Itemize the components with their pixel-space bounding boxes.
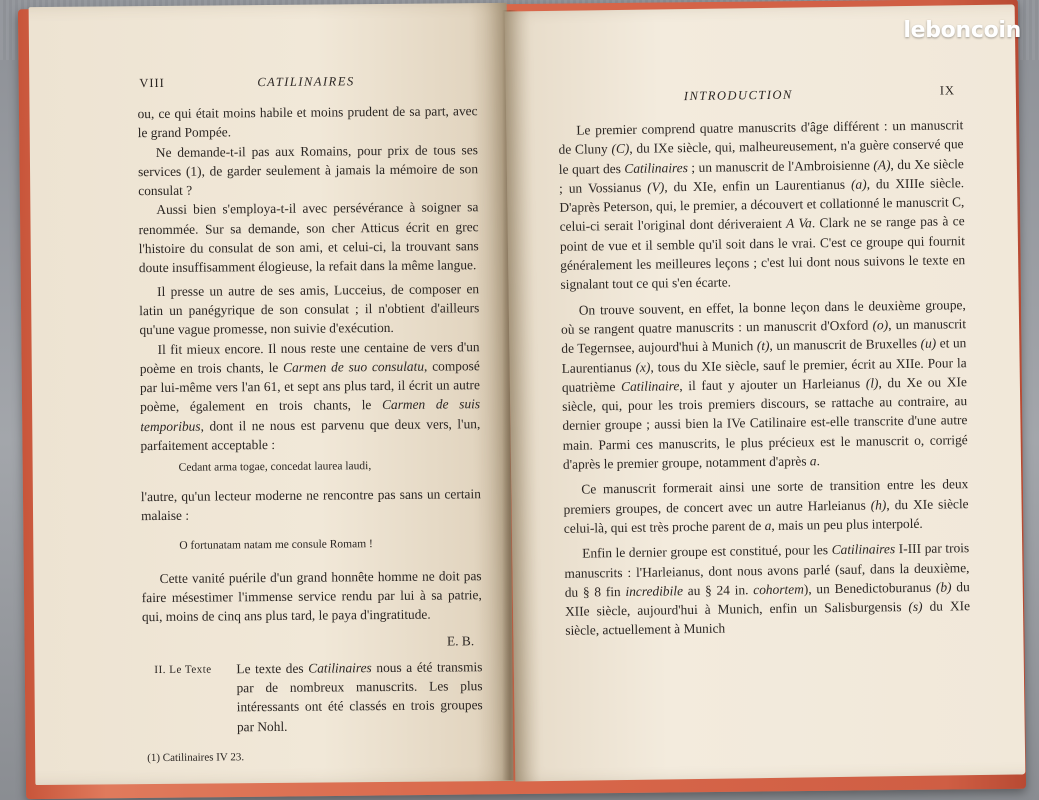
paragraph: Ne demande-t-il pas aux Romains, pour prix de tous ses services (1), de garder seulement à jamais la mémoire de son consulat ? (137, 141, 479, 199)
italic-run: A Va (786, 215, 812, 232)
right-page-number: IX (939, 83, 956, 98)
italic-run: (A) (873, 156, 891, 173)
italic-run: (s) (908, 598, 923, 615)
italic-run: (o) (872, 317, 889, 333)
italic-run: incredibile (625, 582, 684, 599)
italic-run: (b) (935, 579, 952, 595)
section-text (236, 657, 483, 736)
text-run: du XIe siècle, actuellement à Munich (565, 598, 971, 639)
italic-title: Carmen de suo consulatu (283, 358, 425, 375)
italic-run: a (764, 517, 772, 533)
text-run: , du XIe siècle celui-là, qui est très proche parent de (563, 495, 969, 536)
left-page-body (137, 101, 483, 768)
text-run: , du XIe, enfin un Laurentianus (664, 176, 852, 195)
right-page (505, 4, 1026, 781)
latin-quote: Cedant arma togae, concedat laurea laudi, (178, 460, 372, 475)
paragraph: Il presse un autre de ses amis, Lucceius, de composer en latin un panégyrique de son consulat ; il n'obtient d'ailleurs qu'une vague promesse, non suivie d'exécution. (139, 280, 480, 338)
italic-run: a (809, 453, 817, 469)
text-run: . (816, 453, 821, 469)
text-run: , tous du XIe siècle, sauf le premier, écrit au XIIe. Pour la quatrième (561, 354, 967, 395)
paragraph: Cette vanité puérile d'un grand honnête homme ne doit pas faire mésestimer l'immense service rendu par lui à sa patrie, qui, moins de cinq ans plus tard, le paya d'ingratitude. (141, 567, 482, 625)
left-page (29, 3, 514, 785)
text-run: du XIIe siècle, aujourd'hui à Munich, enfin un Salisburgensis (564, 578, 970, 619)
italic-run: (h) (870, 496, 887, 513)
paragraph: ou, ce qui était moins habile et moins prudent de sa part, avec le grand Pompée. (137, 103, 478, 141)
text-run: , un manuscrit de Bruxelles (769, 336, 921, 354)
text-run: , du IXe siècle, qui, malheureusement, n'a guère conservé que le quart des (558, 136, 964, 177)
italic-run: (u) (920, 335, 937, 352)
italic-run: (V) (647, 179, 665, 195)
right-page-body (558, 115, 970, 646)
text-run: , il faut y ajouter un Harleianus (679, 375, 866, 394)
paragraph (140, 337, 481, 456)
text-run: , du Xe siècle ; un Vossianus (559, 155, 964, 196)
section-label: II. Le Texte (154, 663, 212, 676)
text-run: Le premier comprend quatre manuscrits d'âge différent : un manuscrit de Cluny (558, 117, 964, 158)
italic-run: Catilinaire (620, 378, 680, 394)
paragraph: Aussi bien s'employa-t-il avec persévérance à soigner sa renommée. Sur sa demande, son cher Atticus écrit en grec l'histoire du consulat de son ami, et celui-ci, la trouvant sans doute insuffisamment élogieuse, la refait dans la même langue. (138, 199, 479, 276)
text-run: Le texte des (236, 660, 309, 677)
text-run: ; un manuscrit de l'Ambroisienne (687, 157, 874, 175)
text-run: On trouve souvent, en effet, la bonne leçon dans le deuxième groupe, où se rangent quatre manuscrits : un manuscrit d'Oxford (560, 296, 966, 337)
italic-run: (x) (635, 359, 651, 375)
text-run: ), un Benedictoburanus (803, 579, 937, 597)
text-run: , composé par lui-même vers l'an 61, et sept ans plus tard, il écrit un autre poème, également en trois chants, le (139, 358, 480, 415)
paragraph (563, 475, 969, 539)
paragraph: l'autre, qu'un lecteur moderne ne rencontre pas sans un certain malaise : (140, 485, 481, 524)
latin-quote: O fortunatam natam me consule Romam ! (179, 538, 373, 553)
footnote: (1) Catilinaires IV 23. (147, 751, 245, 765)
italic-run: Catilinaires (624, 159, 688, 176)
paragraph (561, 295, 968, 474)
text-run: , du Xe ou XIe siècle, qui, pour les trois premiers discours, se rattache au contraire, au dernier groupe ; aussi bien la IVe Catilinaire est-elle transcrite d'une autre main. Parmi ces manuscrits, le plus précieux est le manuscrit o, corrigé d'après le premier groupe, notamment d'après (562, 374, 968, 472)
text-run: , un manuscrit de Tegernsee, aujourd'hui à Munich (561, 316, 967, 357)
left-page-number: VIII (139, 75, 165, 91)
text-run: I-III par trois manuscrits : l'Harleianus, dont nous avons parlé (sauf, dans la deuxième, du § 8 fin (564, 540, 970, 600)
section-heading-block (142, 657, 483, 737)
italic-run: (l) (865, 375, 879, 391)
text-run: , dont il ne nous est parvenu que deux vers, l'un, parfaitement acceptable : (140, 415, 481, 454)
italic-run: (t) (756, 338, 770, 354)
italic-run: cohortem (753, 581, 804, 598)
text-run: et un Laurentianus (561, 335, 967, 376)
text-run: au § 24 in. (682, 582, 754, 598)
text-run: , mais un peu plus interpolé. (771, 515, 923, 533)
italic-run: (C) (611, 141, 630, 157)
italic-run: Catilinaires (831, 541, 896, 558)
italic-title: Carmen de suis temporibus (140, 396, 481, 434)
italic-run: (a) (850, 176, 867, 192)
paragraph (564, 538, 970, 640)
leboncoin-logo: leboncoin (903, 18, 1021, 43)
paragraph (558, 115, 965, 294)
text-run: . Clark ne se range pas à ce point de vue et il semble qu'il soit dans le vrai. C'est ce groupe qui fournit généralement les meilleures leçons ; c'est lui dont nous suivons le texte en signalant tout ce qui s'en écarte. (559, 213, 966, 293)
text-run: nous a été transmis par de nombreux manuscrits. Les plus intéressants ont été classés en trois groupes par Nohl. (236, 658, 483, 734)
text-run: Ce manuscrit formerait ainsi une sorte de transition entre les deux premiers groupes, de concert avec un autre Harleianus (563, 476, 969, 517)
text-run: Enfin le dernier groupe est constitué, pour les (582, 542, 832, 561)
italic-title: Catilinaires (308, 659, 372, 676)
text-run: , du XIIIe siècle. D'après Peterson, qui, le premier, a découvert et collationné le manuscrit C, celui-ci serait l'original dont dériveraient (559, 175, 965, 235)
text-run: Il fit mieux encore. Il nous reste une centaine de vers d'un poème en trois chants, le (139, 338, 480, 377)
right-running-head: INTRODUCTION (683, 87, 793, 104)
left-running-head: CATILINAIRES (257, 74, 355, 90)
signature: E. B. (446, 633, 475, 649)
